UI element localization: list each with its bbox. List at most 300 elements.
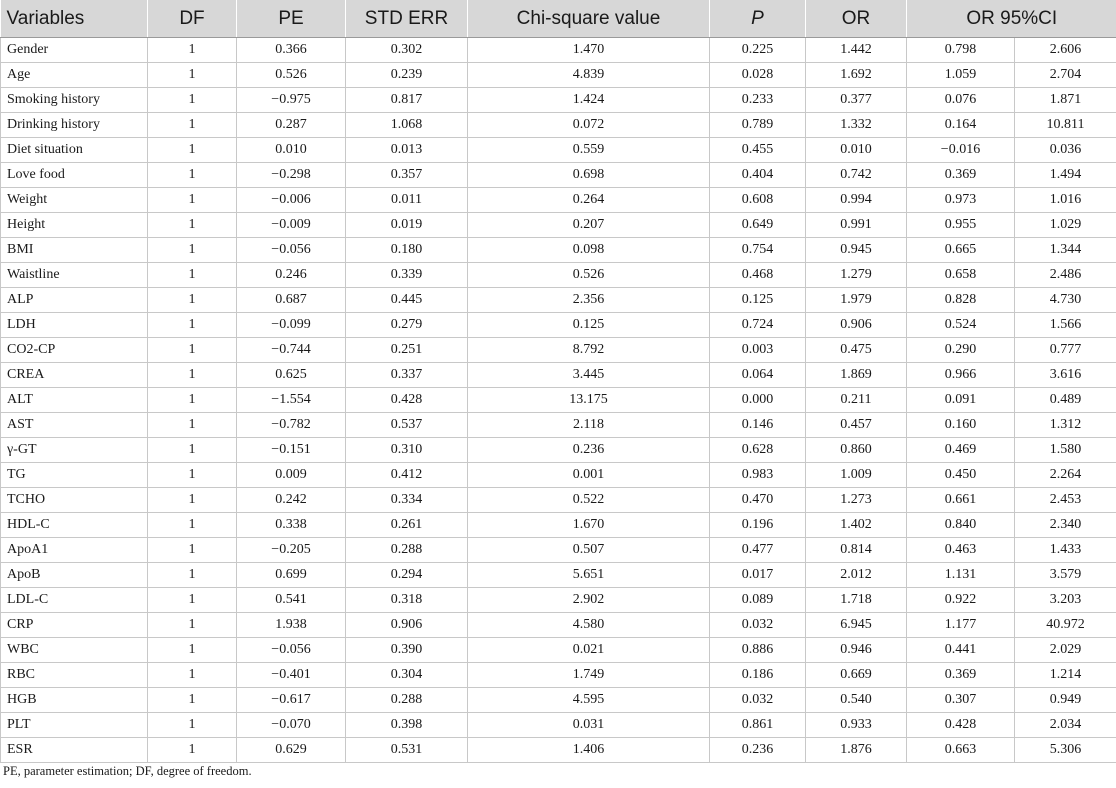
cell-or-ci-upper: 3.579 [1015, 563, 1116, 588]
cell-variable: CO2-CP [1, 338, 148, 363]
cell-df: 1 [148, 688, 237, 713]
cell-std-err: 0.337 [346, 363, 468, 388]
cell-pe: 0.338 [237, 513, 346, 538]
cell-or-ci-upper: 2.034 [1015, 713, 1116, 738]
cell-chi-square: 0.522 [468, 488, 710, 513]
cell-df: 1 [148, 513, 237, 538]
cell-df: 1 [148, 663, 237, 688]
table-row [1, 363, 1116, 388]
cell-chi-square: 1.470 [468, 38, 710, 63]
cell-or-ci-lower: 0.973 [907, 188, 1015, 213]
cell-or-ci-lower: 0.966 [907, 363, 1015, 388]
cell-chi-square: 2.118 [468, 413, 710, 438]
cell-p: 0.861 [710, 713, 806, 738]
cell-variable: Gender [1, 38, 148, 63]
cell-std-err: 0.334 [346, 488, 468, 513]
cell-pe: 0.541 [237, 588, 346, 613]
cell-chi-square: 1.406 [468, 738, 710, 763]
table-row [1, 588, 1116, 613]
cell-df: 1 [148, 463, 237, 488]
cell-variable: ALT [1, 388, 148, 413]
cell-or-ci-upper: 2.453 [1015, 488, 1116, 513]
cell-variable: ALP [1, 288, 148, 313]
cell-chi-square: 0.072 [468, 113, 710, 138]
cell-or-ci-upper: 3.203 [1015, 588, 1116, 613]
header-or: OR [806, 0, 907, 38]
cell-or-ci-upper: 3.616 [1015, 363, 1116, 388]
cell-or: 0.669 [806, 663, 907, 688]
cell-df: 1 [148, 38, 237, 63]
cell-or-ci-lower: 0.428 [907, 713, 1015, 738]
cell-p: 0.064 [710, 363, 806, 388]
header-df: DF [148, 0, 237, 38]
cell-or-ci-upper: 1.580 [1015, 438, 1116, 463]
cell-variable: TG [1, 463, 148, 488]
cell-pe: −0.009 [237, 213, 346, 238]
cell-or-ci-lower: −0.016 [907, 138, 1015, 163]
header-pe: PE [237, 0, 346, 38]
cell-chi-square: 0.559 [468, 138, 710, 163]
cell-chi-square: 2.356 [468, 288, 710, 313]
cell-or-ci-lower: 0.290 [907, 338, 1015, 363]
cell-std-err: 0.537 [346, 413, 468, 438]
cell-or-ci-upper: 1.312 [1015, 413, 1116, 438]
cell-or: 1.332 [806, 113, 907, 138]
cell-or: 0.933 [806, 713, 907, 738]
cell-df: 1 [148, 313, 237, 338]
cell-pe: 0.625 [237, 363, 346, 388]
cell-or-ci-lower: 0.955 [907, 213, 1015, 238]
cell-chi-square: 1.424 [468, 88, 710, 113]
cell-or-ci-lower: 0.441 [907, 638, 1015, 663]
table-row [1, 688, 1116, 713]
cell-or-ci-lower: 0.463 [907, 538, 1015, 563]
cell-p: 0.236 [710, 738, 806, 763]
cell-or: 0.540 [806, 688, 907, 713]
cell-variable: AST [1, 413, 148, 438]
cell-or-ci-upper: 2.264 [1015, 463, 1116, 488]
cell-or-ci-upper: 1.214 [1015, 663, 1116, 688]
cell-p: 0.608 [710, 188, 806, 213]
cell-or-ci-upper: 1.871 [1015, 88, 1116, 113]
cell-variable: γ-GT [1, 438, 148, 463]
cell-chi-square: 4.595 [468, 688, 710, 713]
cell-std-err: 0.279 [346, 313, 468, 338]
table-body [1, 38, 1116, 763]
cell-pe: 0.287 [237, 113, 346, 138]
cell-variable: CRP [1, 613, 148, 638]
cell-df: 1 [148, 413, 237, 438]
cell-chi-square: 1.670 [468, 513, 710, 538]
cell-pe: −0.975 [237, 88, 346, 113]
cell-df: 1 [148, 638, 237, 663]
header-row [1, 0, 1116, 38]
cell-or-ci-lower: 0.798 [907, 38, 1015, 63]
cell-df: 1 [148, 238, 237, 263]
cell-df: 1 [148, 613, 237, 638]
cell-or-ci-upper: 1.029 [1015, 213, 1116, 238]
cell-df: 1 [148, 88, 237, 113]
cell-std-err: 0.294 [346, 563, 468, 588]
cell-variable: Love food [1, 163, 148, 188]
cell-std-err: 0.398 [346, 713, 468, 738]
cell-p: 0.468 [710, 263, 806, 288]
cell-df: 1 [148, 538, 237, 563]
cell-std-err: 0.531 [346, 738, 468, 763]
cell-p: 0.032 [710, 613, 806, 638]
cell-variable: Weight [1, 188, 148, 213]
cell-chi-square: 2.902 [468, 588, 710, 613]
cell-df: 1 [148, 213, 237, 238]
cell-or: 0.211 [806, 388, 907, 413]
cell-variable: TCHO [1, 488, 148, 513]
table-row [1, 713, 1116, 738]
cell-or: 0.945 [806, 238, 907, 263]
cell-std-err: 0.013 [346, 138, 468, 163]
header-p: P [710, 0, 806, 38]
cell-std-err: 0.288 [346, 538, 468, 563]
cell-or-ci-lower: 0.369 [907, 163, 1015, 188]
cell-or: 1.402 [806, 513, 907, 538]
cell-chi-square: 0.526 [468, 263, 710, 288]
cell-p: 0.983 [710, 463, 806, 488]
cell-variable: PLT [1, 713, 148, 738]
cell-p: 0.196 [710, 513, 806, 538]
table-row [1, 613, 1116, 638]
cell-or: 0.946 [806, 638, 907, 663]
cell-or-ci-upper: 40.972 [1015, 613, 1116, 638]
cell-pe: 0.699 [237, 563, 346, 588]
cell-p: 0.028 [710, 63, 806, 88]
cell-pe: 0.526 [237, 63, 346, 88]
table-row [1, 663, 1116, 688]
table-row [1, 288, 1116, 313]
table-footnote: PE, parameter estimation; DF, degree of freedom. [3, 764, 252, 778]
table-row [1, 738, 1116, 763]
table-header [1, 0, 1116, 38]
table-row [1, 388, 1116, 413]
table-row [1, 638, 1116, 663]
cell-or: 1.442 [806, 38, 907, 63]
cell-pe: −0.099 [237, 313, 346, 338]
cell-std-err: 0.817 [346, 88, 468, 113]
cell-pe: 0.366 [237, 38, 346, 63]
table-row [1, 238, 1116, 263]
cell-df: 1 [148, 63, 237, 88]
cell-or-ci-upper: 1.344 [1015, 238, 1116, 263]
cell-p: 0.455 [710, 138, 806, 163]
cell-df: 1 [148, 438, 237, 463]
cell-p: 0.404 [710, 163, 806, 188]
cell-p: 0.032 [710, 688, 806, 713]
table-row [1, 213, 1116, 238]
cell-std-err: 0.412 [346, 463, 468, 488]
table-row [1, 113, 1116, 138]
header-std-err: STD ERR [346, 0, 468, 38]
cell-p: 0.186 [710, 663, 806, 688]
table-row [1, 538, 1116, 563]
cell-variable: Smoking history [1, 88, 148, 113]
cell-df: 1 [148, 113, 237, 138]
cell-df: 1 [148, 388, 237, 413]
cell-chi-square: 0.125 [468, 313, 710, 338]
cell-std-err: 0.180 [346, 238, 468, 263]
cell-pe: −0.782 [237, 413, 346, 438]
header-or-ci: OR 95%CI [907, 0, 1116, 38]
cell-or-ci-upper: 1.566 [1015, 313, 1116, 338]
cell-variable: BMI [1, 238, 148, 263]
header-chi-square: Chi-square value [468, 0, 710, 38]
cell-std-err: 0.357 [346, 163, 468, 188]
cell-p: 0.477 [710, 538, 806, 563]
cell-or: 1.869 [806, 363, 907, 388]
cell-p: 0.754 [710, 238, 806, 263]
cell-p: 0.225 [710, 38, 806, 63]
cell-std-err: 0.445 [346, 288, 468, 313]
cell-chi-square: 0.264 [468, 188, 710, 213]
cell-variable: Height [1, 213, 148, 238]
cell-p: 0.233 [710, 88, 806, 113]
cell-or-ci-upper: 0.949 [1015, 688, 1116, 713]
cell-df: 1 [148, 488, 237, 513]
cell-or: 0.994 [806, 188, 907, 213]
cell-or-ci-lower: 1.131 [907, 563, 1015, 588]
cell-variable: CREA [1, 363, 148, 388]
cell-p: 0.628 [710, 438, 806, 463]
cell-df: 1 [148, 138, 237, 163]
cell-df: 1 [148, 738, 237, 763]
cell-chi-square: 4.580 [468, 613, 710, 638]
cell-pe: −0.006 [237, 188, 346, 213]
cell-or: 0.814 [806, 538, 907, 563]
cell-df: 1 [148, 588, 237, 613]
cell-variable: ESR [1, 738, 148, 763]
cell-variable: HDL-C [1, 513, 148, 538]
cell-df: 1 [148, 563, 237, 588]
cell-df: 1 [148, 363, 237, 388]
cell-or: 1.718 [806, 588, 907, 613]
cell-std-err: 0.011 [346, 188, 468, 213]
cell-or: 1.279 [806, 263, 907, 288]
cell-pe: −0.056 [237, 638, 346, 663]
cell-chi-square: 1.749 [468, 663, 710, 688]
cell-chi-square: 4.839 [468, 63, 710, 88]
cell-variable: LDL-C [1, 588, 148, 613]
cell-p: 0.003 [710, 338, 806, 363]
table-row [1, 513, 1116, 538]
cell-chi-square: 0.236 [468, 438, 710, 463]
cell-std-err: 0.261 [346, 513, 468, 538]
cell-or: 1.273 [806, 488, 907, 513]
cell-or-ci-lower: 0.307 [907, 688, 1015, 713]
cell-chi-square: 0.507 [468, 538, 710, 563]
cell-variable: Diet situation [1, 138, 148, 163]
cell-std-err: 0.390 [346, 638, 468, 663]
cell-or: 0.010 [806, 138, 907, 163]
cell-p: 0.886 [710, 638, 806, 663]
cell-pe: −0.401 [237, 663, 346, 688]
cell-or: 0.475 [806, 338, 907, 363]
table-row [1, 563, 1116, 588]
table-row [1, 338, 1116, 363]
cell-std-err: 0.318 [346, 588, 468, 613]
cell-or-ci-lower: 1.177 [907, 613, 1015, 638]
table-row [1, 188, 1116, 213]
cell-pe: −0.617 [237, 688, 346, 713]
cell-p: 0.470 [710, 488, 806, 513]
cell-or-ci-upper: 2.704 [1015, 63, 1116, 88]
cell-or-ci-lower: 0.661 [907, 488, 1015, 513]
cell-or-ci-upper: 2.029 [1015, 638, 1116, 663]
cell-p: 0.146 [710, 413, 806, 438]
cell-pe: 0.246 [237, 263, 346, 288]
cell-or: 0.991 [806, 213, 907, 238]
cell-p: 0.125 [710, 288, 806, 313]
cell-p: 0.089 [710, 588, 806, 613]
cell-pe: 0.629 [237, 738, 346, 763]
cell-or-ci-lower: 0.828 [907, 288, 1015, 313]
cell-chi-square: 0.207 [468, 213, 710, 238]
cell-variable: Age [1, 63, 148, 88]
cell-pe: 0.242 [237, 488, 346, 513]
cell-or-ci-upper: 4.730 [1015, 288, 1116, 313]
cell-or: 0.377 [806, 88, 907, 113]
cell-chi-square: 13.175 [468, 388, 710, 413]
cell-variable: LDH [1, 313, 148, 338]
cell-or-ci-upper: 2.340 [1015, 513, 1116, 538]
cell-or-ci-lower: 0.524 [907, 313, 1015, 338]
cell-p: 0.649 [710, 213, 806, 238]
cell-df: 1 [148, 163, 237, 188]
cell-or-ci-lower: 1.059 [907, 63, 1015, 88]
cell-std-err: 0.302 [346, 38, 468, 63]
cell-std-err: 0.251 [346, 338, 468, 363]
cell-or: 0.906 [806, 313, 907, 338]
cell-std-err: 0.019 [346, 213, 468, 238]
cell-df: 1 [148, 263, 237, 288]
cell-df: 1 [148, 338, 237, 363]
cell-or: 1.692 [806, 63, 907, 88]
cell-pe: 0.687 [237, 288, 346, 313]
cell-or-ci-upper: 5.306 [1015, 738, 1116, 763]
cell-or-ci-lower: 0.076 [907, 88, 1015, 113]
cell-std-err: 0.239 [346, 63, 468, 88]
cell-or-ci-lower: 0.160 [907, 413, 1015, 438]
cell-or-ci-lower: 0.663 [907, 738, 1015, 763]
table-row [1, 438, 1116, 463]
cell-std-err: 0.339 [346, 263, 468, 288]
table-row [1, 488, 1116, 513]
table-row [1, 413, 1116, 438]
cell-df: 1 [148, 188, 237, 213]
cell-or-ci-upper: 0.777 [1015, 338, 1116, 363]
cell-or-ci-lower: 0.665 [907, 238, 1015, 263]
table-row [1, 88, 1116, 113]
cell-variable: ApoA1 [1, 538, 148, 563]
cell-or: 0.457 [806, 413, 907, 438]
table-row [1, 263, 1116, 288]
cell-pe: −1.554 [237, 388, 346, 413]
cell-df: 1 [148, 288, 237, 313]
cell-p: 0.789 [710, 113, 806, 138]
cell-or: 1.979 [806, 288, 907, 313]
cell-or: 1.876 [806, 738, 907, 763]
cell-or-ci-upper: 1.016 [1015, 188, 1116, 213]
cell-chi-square: 0.031 [468, 713, 710, 738]
table-row [1, 313, 1116, 338]
cell-or: 0.742 [806, 163, 907, 188]
cell-variable: ApoB [1, 563, 148, 588]
cell-or-ci-lower: 0.658 [907, 263, 1015, 288]
cell-std-err: 0.906 [346, 613, 468, 638]
cell-chi-square: 5.651 [468, 563, 710, 588]
cell-or-ci-lower: 0.450 [907, 463, 1015, 488]
cell-or-ci-upper: 0.489 [1015, 388, 1116, 413]
cell-pe: −0.744 [237, 338, 346, 363]
cell-p: 0.000 [710, 388, 806, 413]
cell-or-ci-upper: 0.036 [1015, 138, 1116, 163]
cell-std-err: 0.304 [346, 663, 468, 688]
cell-or-ci-upper: 1.433 [1015, 538, 1116, 563]
cell-or-ci-upper: 2.606 [1015, 38, 1116, 63]
cell-pe: −0.070 [237, 713, 346, 738]
cell-pe: 0.010 [237, 138, 346, 163]
table-row [1, 63, 1116, 88]
cell-pe: −0.298 [237, 163, 346, 188]
cell-variable: RBC [1, 663, 148, 688]
cell-or-ci-lower: 0.922 [907, 588, 1015, 613]
cell-chi-square: 0.698 [468, 163, 710, 188]
cell-or-ci-lower: 0.369 [907, 663, 1015, 688]
cell-or: 2.012 [806, 563, 907, 588]
cell-or-ci-upper: 10.811 [1015, 113, 1116, 138]
table-row [1, 38, 1116, 63]
cell-df: 1 [148, 713, 237, 738]
cell-or: 0.860 [806, 438, 907, 463]
cell-or-ci-lower: 0.469 [907, 438, 1015, 463]
cell-or-ci-lower: 0.840 [907, 513, 1015, 538]
cell-std-err: 0.288 [346, 688, 468, 713]
header-variables: Variables [1, 0, 148, 38]
table-row [1, 163, 1116, 188]
cell-pe: 0.009 [237, 463, 346, 488]
cell-or: 6.945 [806, 613, 907, 638]
cell-std-err: 1.068 [346, 113, 468, 138]
cell-std-err: 0.310 [346, 438, 468, 463]
cell-variable: HGB [1, 688, 148, 713]
cell-variable: WBC [1, 638, 148, 663]
table-row [1, 463, 1116, 488]
cell-pe: −0.151 [237, 438, 346, 463]
cell-chi-square: 0.001 [468, 463, 710, 488]
cell-chi-square: 0.021 [468, 638, 710, 663]
cell-pe: −0.205 [237, 538, 346, 563]
cell-p: 0.017 [710, 563, 806, 588]
cell-or: 1.009 [806, 463, 907, 488]
cell-or-ci-lower: 0.164 [907, 113, 1015, 138]
cell-variable: Waistline [1, 263, 148, 288]
cell-pe: −0.056 [237, 238, 346, 263]
cell-pe: 1.938 [237, 613, 346, 638]
cell-chi-square: 3.445 [468, 363, 710, 388]
cell-chi-square: 0.098 [468, 238, 710, 263]
cell-variable: Drinking history [1, 113, 148, 138]
cell-p: 0.724 [710, 313, 806, 338]
cell-chi-square: 8.792 [468, 338, 710, 363]
table-row [1, 138, 1116, 163]
cell-std-err: 0.428 [346, 388, 468, 413]
cell-or-ci-upper: 1.494 [1015, 163, 1116, 188]
